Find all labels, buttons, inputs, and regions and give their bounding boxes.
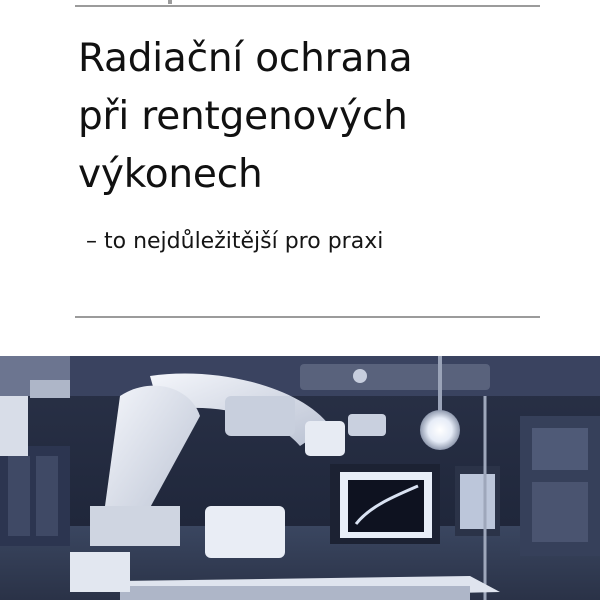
cover-photo: [0, 356, 600, 600]
angiography-suite-illustration: [0, 356, 600, 600]
bottom-divider: [75, 316, 540, 318]
cover-subtitle: – to nejdůležitější pro praxi: [86, 229, 384, 254]
top-divider: [75, 5, 540, 7]
cover-title: Radiační ochrana při rentgenových výkonech: [78, 36, 413, 197]
top-mark: [168, 0, 172, 4]
